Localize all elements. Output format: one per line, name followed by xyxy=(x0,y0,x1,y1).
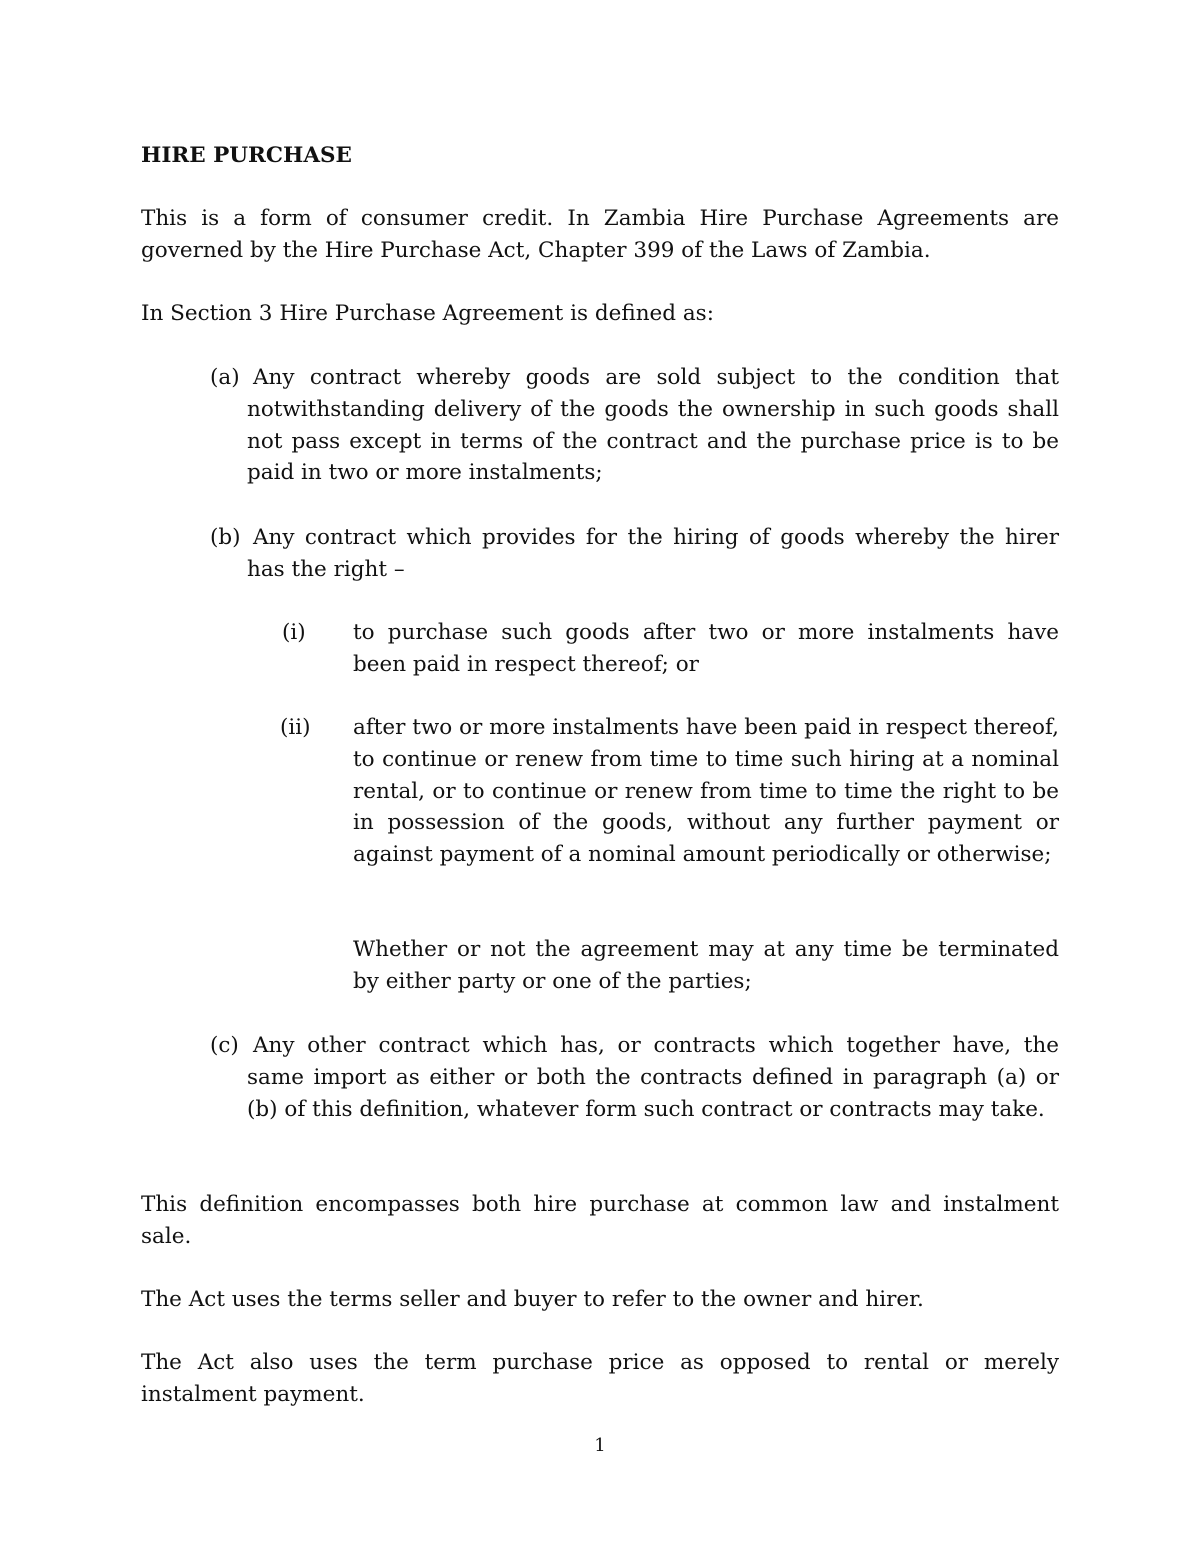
item-b-label: (b) xyxy=(210,525,241,550)
item-c-label: (c) xyxy=(210,1033,239,1058)
item-c-text: Any other contract which has, or contracts which together have, the same import as either or both the contracts defined in paragraph (a) or (b) of this definition, whatever form such contract or contracts may take. xyxy=(247,1033,1059,1122)
document-page xyxy=(141,0,1059,1553)
item-a-label: (a) xyxy=(210,365,240,390)
item-b-text: Any contract which provides for the hiring of goods whereby the hirer has the right – xyxy=(247,525,1059,582)
whether-paragraph: Whether or not the agreement may at any time be terminated by either party or one of the parties; xyxy=(353,937,1059,994)
page-number: 1 xyxy=(594,1435,606,1456)
sub-item-i-label: (i) xyxy=(282,620,306,645)
terms-paragraph: The Act uses the terms seller and buyer to refer to the owner and hirer. xyxy=(141,1287,924,1312)
sub-item-i-text: to purchase such goods after two or more instalments have been paid in respect thereof; or xyxy=(353,620,1059,677)
intro-paragraph: This is a form of consumer credit. In Zambia Hire Purchase Agreements are governed by the Hire Purchase Act, Chapter 399 of the Laws of Zambia. xyxy=(141,206,1059,263)
sub-item-ii-label: (ii) xyxy=(280,715,311,740)
item-a-text: Any contract whereby goods are sold subject to the condition that notwithstanding delivery of the goods the ownership in such goods shall not pass except in terms of the contract and the purchase price is to be paid in two or more instalments; xyxy=(247,365,1059,486)
sub-item-ii-text: after two or more instalments have been paid in respect thereof, to continue or renew from time to time such hiring at a nominal rental, or to continue or renew from time to time the right to be in possession of the goods, without any further payment or against payment of a nominal amount periodically or otherwise; xyxy=(353,715,1059,868)
document-title: HIRE PURCHASE xyxy=(141,143,352,168)
purchase-price-paragraph: The Act also uses the term purchase price as opposed to rental or merely instalment payment. xyxy=(141,1350,1059,1407)
section-intro-paragraph: In Section 3 Hire Purchase Agreement is defined as: xyxy=(141,301,714,326)
definition-paragraph: This definition encompasses both hire purchase at common law and instalment sale. xyxy=(141,1192,1059,1249)
